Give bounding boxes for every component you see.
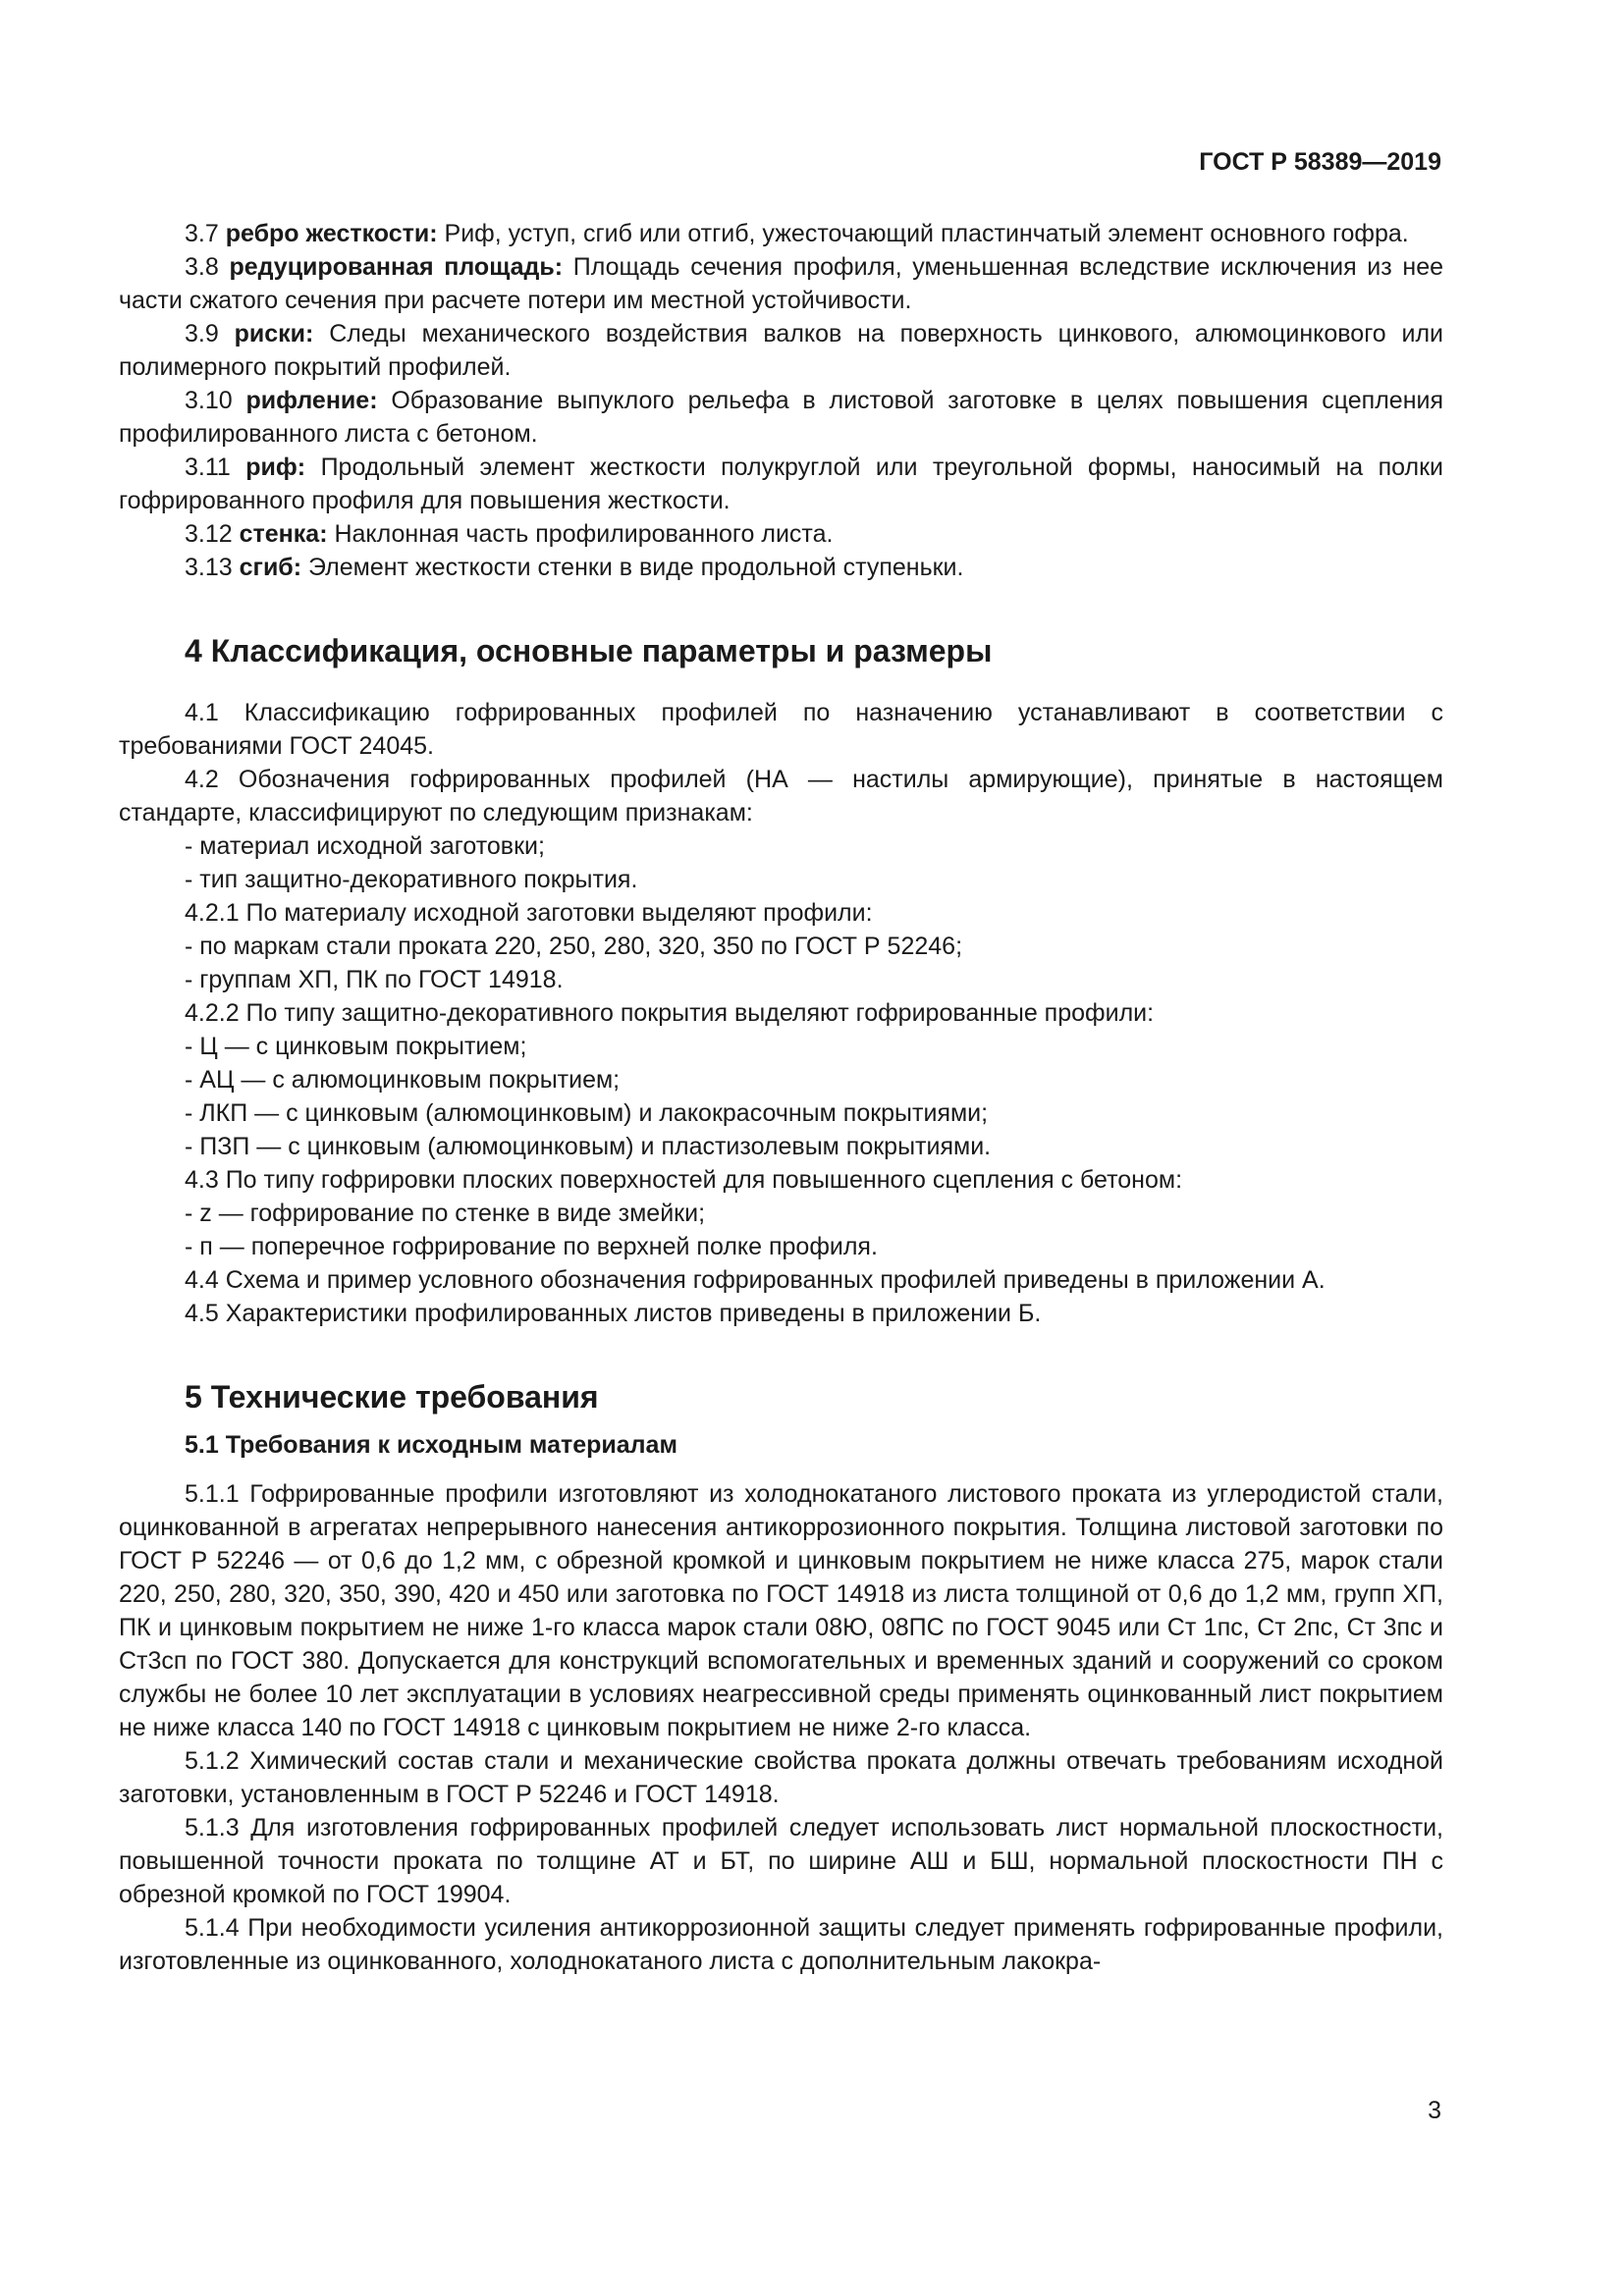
list-item: - Ц — с цинковым покрытием; <box>185 1033 527 1060</box>
definition-term: сгиб: <box>239 554 302 581</box>
paragraph-5-1-1: 5.1.1 Гофрированные профили изготовляют из холоднокатаного листового проката из углеродистой стали, оцинкованной в агрегатах непрерывного нанесения антикоррозионного покрытия. Толщина листовой заготовки по ГОСТ Р 52246 — от 0,6 до 1,2 мм, с обрезной кромкой и цинковым покрытием не ниже класса 275, марок стали 220, 250, 280, 320, 350, 390, 420 и 450 или заготовка по ГОСТ 14918 из листа толщиной от 0,6 до 1,2 мм, групп ХП, ПК и цинковым покрытием не ниже 1-го класса марок стали 08Ю, 08ПС по ГОСТ 9045 или Ст 1пс, Ст 2пс, Ст 3пс и Ст3сп по ГОСТ 380. Допускается для конструкций вспомогательных и временных зданий и сооружений со сроком службы не более 10 лет эксплуатации в условиях неагрессивной среды применять оцинкованный лист покрытием не ниже класса 140 по ГОСТ 14918 с цинковым покрытием не ниже 2-го класса. <box>119 1480 1443 1741</box>
paragraph-5-1-3: 5.1.3 Для изготовления гофрированных профилей следует использовать лист нормальной плоскостности, повышенной точности проката по толщине АТ и БТ, по ширине АШ и БШ, нормальной плоскостности ПН с обрезной кромкой по ГОСТ 19904. <box>119 1814 1443 1908</box>
list-item: - тип защитно-декоративного покрытия. <box>185 866 638 893</box>
paragraph-5-1-2: 5.1.2 Химический состав стали и механические свойства проката должны отвечать требованиям исходной заготовки, установленным в ГОСТ Р 52246 и ГОСТ 14918. <box>119 1747 1443 1808</box>
paragraph-4-2-2: 4.2.2 По типу защитно-декоративного покрытия выделяют гофрированные профили: <box>185 999 1155 1027</box>
list-item: - АЦ — с алюмоцинковым покрытием; <box>185 1066 621 1094</box>
definition-term: рифление: <box>245 387 378 414</box>
definition-3-9 <box>119 317 1443 384</box>
paragraph-4-3: 4.3 По типу гофрировки плоских поверхностей для повышенного сцепления с бетоном: <box>185 1166 1183 1194</box>
definition-term: риф: <box>245 454 306 481</box>
definition-3-11 <box>119 451 1443 517</box>
definition-term: редуцированная площадь: <box>229 253 564 281</box>
definition-term: риски: <box>234 320 314 347</box>
paragraph-5-1-4: 5.1.4 При необходимости усиления антикоррозионной защиты следует применять гофрированные профили, изготовленные из оцинкованного, холоднокатаного листа с дополнительным лакокра- <box>119 1914 1443 1975</box>
definition-number: 3.7 <box>185 220 219 247</box>
definition-3-12 <box>119 517 1443 551</box>
list-item: - ПЗП — с цинковым (алюмоцинковым) и пластизолевым покрытиями. <box>185 1133 992 1160</box>
subsection-5-1-heading: 5.1 Требования к исходным материалам <box>185 1431 677 1459</box>
definition-text: Продольный элемент жесткости полукруглой или треугольной формы, наносимый на полки гофрированного профиля для повышения жесткости. <box>119 454 1443 514</box>
section-4-heading: 4 Классификация, основные параметры и размеры <box>185 633 993 668</box>
definition-term: стенка: <box>239 520 328 548</box>
paragraph-4-2-1: 4.2.1 По материалу исходной заготовки выделяют профили: <box>185 899 873 927</box>
page-number: 3 <box>1428 2097 1441 2124</box>
section-4-body <box>119 696 1443 1330</box>
definition-text: Элемент жесткости стенки в виде продольной ступеньки. <box>301 554 964 581</box>
section-5-body <box>119 1477 1443 1978</box>
definition-3-7 <box>119 217 1443 250</box>
section-5-heading: 5 Технические требования <box>185 1379 599 1415</box>
list-item: - п — поперечное гофрирование по верхней полке профиля. <box>185 1233 878 1260</box>
list-item: - группам ХП, ПК по ГОСТ 14918. <box>185 966 564 993</box>
definition-text: Площадь сечения профиля, уменьшенная вследствие исключения из нее части сжатого сечения при расчете потери им местной устойчивости. <box>119 253 1443 314</box>
definition-number: 3.10 <box>185 387 233 414</box>
definition-number: 3.8 <box>185 253 219 281</box>
paragraph-4-1: 4.1 Классификацию гофрированных профилей по назначению устанавливают в соответствии с требованиями ГОСТ 24045. <box>119 699 1443 760</box>
definition-number: 3.9 <box>185 320 219 347</box>
definition-3-8 <box>119 250 1443 317</box>
list-item: - z — гофрирование по стенке в виде змейки; <box>185 1200 706 1227</box>
definition-number: 3.13 <box>185 554 233 581</box>
definition-number: 3.12 <box>185 520 233 548</box>
definition-3-10 <box>119 384 1443 451</box>
paragraph-4-2: 4.2 Обозначения гофрированных профилей (НА — настилы армирующие), принятые в настоящем стандарте, классифицируют по следующим признакам: <box>119 766 1443 827</box>
definition-number: 3.11 <box>185 454 231 481</box>
paragraph-4-4: 4.4 Схема и пример условного обозначения гофрированных профилей приведены в приложении А. <box>185 1266 1326 1294</box>
definition-text: Следы механического воздействия валков на поверхность цинкового, алюмоцинкового или полимерного покрытий профилей. <box>119 320 1444 381</box>
definition-3-13 <box>119 551 1443 584</box>
list-item: - материал исходной заготовки; <box>185 832 545 860</box>
definition-text: Наклонная часть профилированного листа. <box>327 520 834 548</box>
definition-term: ребро жесткости: <box>225 220 438 247</box>
document-number-header: ГОСТ Р 58389—2019 <box>1199 148 1441 176</box>
definition-text: Риф, уступ, сгиб или отгиб, ужесточающий пластинчатый элемент основного гофра. <box>437 220 1409 247</box>
list-item: - по маркам стали проката 220, 250, 280, 320, 350 по ГОСТ Р 52246; <box>185 933 963 960</box>
paragraph-4-5: 4.5 Характеристики профилированных листов приведены в приложении Б. <box>185 1300 1042 1327</box>
definition-text: Образование выпуклого рельефа в листовой заготовке в целях повышения сцепления профилированного листа с бетоном. <box>119 387 1443 448</box>
definitions-list <box>119 217 1443 584</box>
page-content <box>119 217 1443 1978</box>
list-item: - ЛКП — с цинковым (алюмоцинковым) и лакокрасочным покрытиями; <box>185 1099 989 1127</box>
